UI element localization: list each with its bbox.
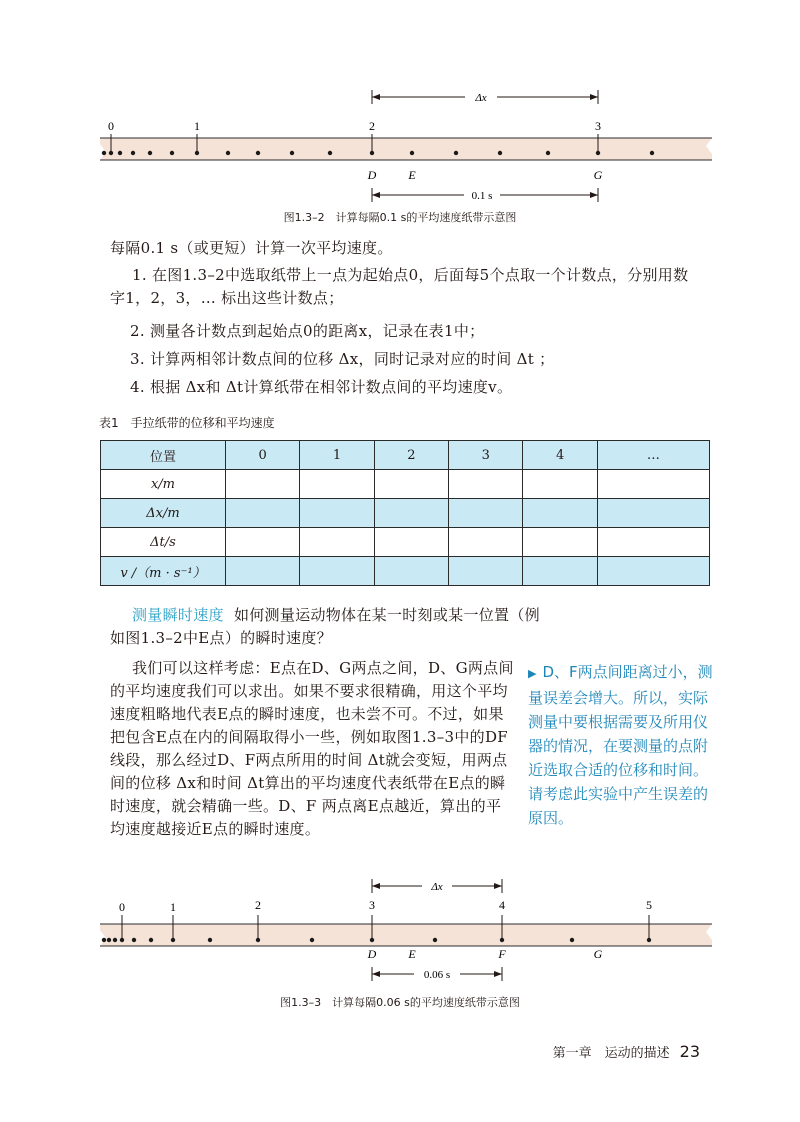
tape-dot <box>570 938 574 942</box>
tape-dot <box>546 151 550 155</box>
point-label-e: E <box>408 168 416 182</box>
tape-dot <box>102 151 106 155</box>
tape-dot <box>256 938 260 942</box>
table-cell <box>300 470 374 499</box>
header-cell: 位置 <box>101 441 226 470</box>
header-cell: 1 <box>300 441 374 470</box>
side-note <box>528 660 718 830</box>
table-cell <box>523 528 597 557</box>
tape-dot <box>109 151 113 155</box>
header-cell: 3 <box>449 441 523 470</box>
point-label-g: G <box>593 947 603 961</box>
tape-dot <box>500 938 504 942</box>
tape-dot <box>107 938 111 942</box>
table-cell <box>226 528 300 557</box>
table-cell <box>300 557 374 586</box>
tape-dot <box>410 151 414 155</box>
row-label-x: x/m <box>101 470 226 499</box>
tick-label-1: 1 <box>194 119 200 133</box>
table-cell <box>449 528 523 557</box>
tape-dot <box>118 151 122 155</box>
triangle-marker-icon: ▶ <box>528 667 537 680</box>
table-cell <box>226 557 300 586</box>
table-header-row <box>101 441 710 470</box>
point-label-d: D <box>367 168 377 182</box>
tape-dot <box>370 938 374 942</box>
table-cell <box>449 470 523 499</box>
table-row <box>101 557 710 586</box>
tape-figure-2 <box>0 870 800 1010</box>
table-cell <box>523 470 597 499</box>
table-row <box>101 528 710 557</box>
header-cell: … <box>597 441 709 470</box>
table-cell <box>226 470 300 499</box>
table-cell <box>374 557 448 586</box>
table-cell <box>597 470 709 499</box>
table-cell <box>597 557 709 586</box>
table-cell <box>597 499 709 528</box>
table-row <box>101 499 710 528</box>
tape-dot <box>208 938 212 942</box>
point-label-e: E <box>408 947 416 961</box>
tape-dot <box>370 151 374 155</box>
table-title: 表1 手拉纸带的位移和平均速度 <box>99 416 275 430</box>
table-cell <box>523 557 597 586</box>
tape-dot <box>310 938 314 942</box>
section-intro <box>110 604 540 650</box>
tape-dot <box>256 151 260 155</box>
table-cell <box>300 499 374 528</box>
tape-dot <box>328 151 332 155</box>
tape-dot <box>650 151 654 155</box>
section-heading: 测量瞬时速度 <box>132 606 224 624</box>
point-label-g: G <box>593 168 603 182</box>
delta-x-label-2: Δx <box>431 881 443 893</box>
table-cell <box>523 499 597 528</box>
tick-label-1: 1 <box>170 900 176 914</box>
tape-dot <box>290 151 294 155</box>
figure-caption-1: 图1.3–2 计算每隔0.1 s的平均速度纸带示意图 <box>283 211 517 224</box>
tape-dot <box>120 938 124 942</box>
tick-label-3: 3 <box>595 119 601 133</box>
table-cell <box>374 528 448 557</box>
tape-dot <box>131 151 135 155</box>
tape-dot <box>149 938 153 942</box>
tape-dot <box>148 151 152 155</box>
header-cell: 2 <box>374 441 448 470</box>
step-4: 4. 根据 Δx和 Δt计算纸带在相邻计数点间的平均速度v。 <box>130 378 513 396</box>
step-1: 1. 在图1.3–2中选取纸带上一点为起始点0，后面每5个点取一个计数点，分别用数字1，2，3，… 标出这些计数点； <box>110 266 689 307</box>
header-cell: 4 <box>523 441 597 470</box>
tick-label-3: 3 <box>369 898 375 912</box>
section-body: 我们可以这样考虑：E点在D、G两点之间，D、G两点间的平均速度我们可以求出。如果不要求很精确，用这个平均速度粗略地代表E点的瞬时速度，也未尝不可。不过，如果把包含E点在内的间隔取得小一些，例如取图1.3–3中的DF线段，那么经过D、F两点所用的时间 Δt就会变短，用两点间的位移 Δx和时间 Δt算出的平均速度代表纸带在E点的瞬时速度，就会精确一些。D、F 两点离E点越近，算出的平均速度越接近E点的瞬时速度。 <box>110 659 514 838</box>
table-cell <box>597 528 709 557</box>
tape-dot <box>498 151 502 155</box>
tick-label-4: 4 <box>499 898 505 912</box>
tape-dot <box>433 938 437 942</box>
tape-dot <box>226 151 230 155</box>
table-cell <box>449 557 523 586</box>
row-label-v: v /（m · s⁻¹） <box>101 557 226 586</box>
intro-text: 每隔0.1 s（或更短）计算一次平均速度。 <box>110 239 393 257</box>
data-table <box>100 440 710 586</box>
step-3: 3. 计算两相邻计数点间的位移 Δx，同时记录对应的时间 Δt ； <box>130 350 555 368</box>
point-label-d: D <box>367 947 377 961</box>
tape-figure-1 <box>0 0 800 240</box>
tick-label-0: 0 <box>119 900 125 914</box>
table-row <box>101 470 710 499</box>
tape-dot <box>132 938 136 942</box>
tick-label-5: 5 <box>646 898 652 912</box>
chapter-title: 第一章 运动的描述 <box>552 1046 670 1061</box>
row-label-dx: Δx/m <box>101 499 226 528</box>
tape-dot <box>454 151 458 155</box>
tape-dot <box>647 938 651 942</box>
row-label-dt: Δt/s <box>101 528 226 557</box>
table-cell <box>374 470 448 499</box>
tick-label-2: 2 <box>369 119 375 133</box>
tick-label-0: 0 <box>108 119 114 133</box>
tick-label-2: 2 <box>255 898 261 912</box>
point-label-f: F <box>498 947 506 961</box>
figure-caption-2: 图1.3–3 计算每隔0.06 s的平均速度纸带示意图 <box>280 996 520 1009</box>
step-2: 2. 测量各计数点到起始点0的距离x，记录在表1中； <box>130 322 485 340</box>
page-number: 23 <box>679 1042 700 1061</box>
table-cell <box>300 528 374 557</box>
time-label-2: 0.06 s <box>423 969 451 981</box>
tape-dot <box>170 151 174 155</box>
tape-dot <box>195 151 199 155</box>
page-footer <box>553 1042 700 1061</box>
side-note-text: D、F两点间距离过小，测量误差会增大。所以，实际测量中要根据需要及所用仪器的情况，在要测量的点附近选取合适的位移和时间。请考虑此实验中产生误差的原因。 <box>528 663 713 827</box>
table-cell <box>226 499 300 528</box>
tape-dot <box>113 938 117 942</box>
tape-dot <box>596 151 600 155</box>
delta-x-label-1: Δx <box>475 92 487 104</box>
section-question: 如何测量运动物体在某一时刻或某一位置（例如图1.3–2中E点）的瞬时速度？ <box>110 606 540 647</box>
tape-dot <box>102 938 106 942</box>
tape-dot <box>171 938 175 942</box>
header-cell: 0 <box>226 441 300 470</box>
table-cell <box>374 499 448 528</box>
time-label-1: 0.1 s <box>471 190 493 202</box>
table-cell <box>449 499 523 528</box>
